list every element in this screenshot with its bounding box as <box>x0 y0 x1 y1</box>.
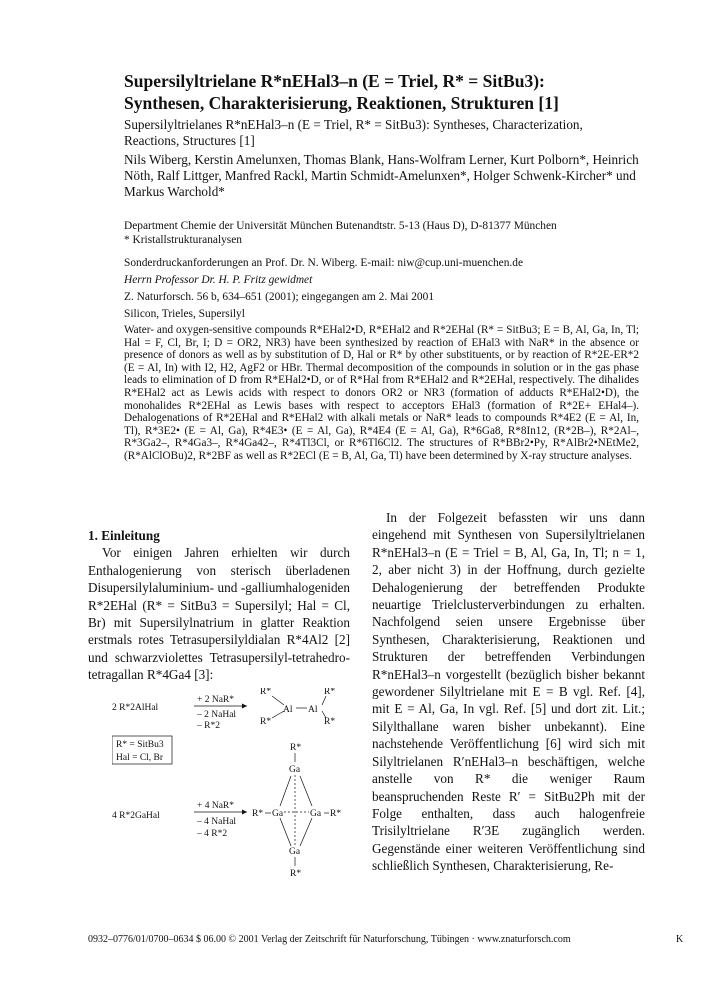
r2-reagent: + 4 NaR* <box>197 801 235 811</box>
abstract-text: Water- and oxygen-sensitive compounds R*EHal2•D, R*EHal2 and R*2EHal (R* = SitBu3; E = B, Al, Ga, In, Tl; Hal = F, Cl, Br, I; D = OR2, NR3) have been synthesized by reaction of EHal3 with NaR* in the absence or presence of donors as well as by substitution of D, Hal or R* by other substituents, or by reaction of R*2E-ER*2 (E = Al, In) with I2, H2, AgF2 or HBr. Thermal decomposition of the compounds in solution or in the gas phase leads to elimination of D from R*EHal2•D, or of R*Hal from R*EHal2 and R*2EHal, respectively. The dihalides R*EHal2 act as Lewis acids with respect to donors OR2 or NR3 (formation of adducts R*EHal2•D), the monohalides R*2EHal as Lewis bases with respect to acceptors EHal3 (formation of R*2E+ EHal4–). Dehalogenations of R*2EHal and R*EHal2 with alkali metals or NaR* leads to compounds R*4E2 (E = Al, In, Tl), R*3E2• (E = Al, Ga), R*4E3• (E = Al, Ga), R*4E4 (E = Al, Ga), R*6Ga8, R*8In12, (R*2B–), R*2Al–, R*3Ga2–, R*4Ga3–, R*4Ga42–, R*4Tl3Cl, or R*6Tl6Cl2. The structures of R*BBr2•Py, R*AlBr2•NEtMe2, (R*AlClOBu)2, R*2BF as well as R*2ECl (E = B, Al, Ga, Tl) have been determined by X-ray structure analyses. <box>124 324 639 462</box>
authors-text: Nils Wiberg, Kerstin Amelunxen, Thomas Blank, Hans-Wolfram Lerner, Kurt Polborn*, Heinrich Nöth, Ralf Littger, Manfred Rackl, Martin Schmidt-Amelunxen*, Holger Schwenk-Kircher* und Markus Warchold* <box>124 152 639 200</box>
affiliation-note: * Kristallstrukturanalysen <box>124 234 242 247</box>
r1-byproduct2: – R*2 <box>197 721 220 731</box>
right-column <box>372 509 645 875</box>
r1-rstar-br: R* <box>324 717 336 727</box>
r2-ga-right: Ga <box>310 809 322 819</box>
r2-ga-left: Ga <box>272 809 284 819</box>
r1-byproduct1: – 2 NaHal <box>197 710 237 720</box>
legend-line2: Hal = Cl, Br <box>116 753 164 763</box>
citation: Z. Naturforsch. 56 b, 634–651 (2001); eingegangen am 2. Mai 2001 <box>124 291 435 303</box>
affiliation-text: Department Chemie der Universität München Butenandtstr. 5-13 (Haus D), D-81377 München <box>124 220 557 232</box>
left-column <box>88 527 350 684</box>
r1-rstar-tl: R* <box>260 688 272 697</box>
r1-arrowhead <box>242 704 247 709</box>
reprint-request: Sonderdruckanforderungen an Prof. Dr. N. Wiberg. E-mail: niw@cup.uni-muenchen.de <box>124 257 523 269</box>
dedication: Herrn Professor Dr. H. P. Fritz gewidmet <box>124 274 313 286</box>
footer-copyright: 0932–0776/01/0700–0634 $ 06.00 © 2001 Verlag der Zeitschrift für Naturforschung, Tübingen · www.znaturforsch.com <box>88 934 571 945</box>
r2-byproduct1: – 4 NaHal <box>197 817 237 827</box>
r1-reactant: 2 R*2AlHal <box>112 703 159 713</box>
r2-byproduct2: – 4 R*2 <box>197 829 228 839</box>
r2-rstar-bottom: R* <box>290 869 302 879</box>
r1-al-left: Al <box>283 705 293 715</box>
footer-k: K <box>676 934 684 945</box>
r2-ga-bottom: Ga <box>289 847 301 857</box>
r2-rstar-left: R* <box>252 809 264 819</box>
subtitle-text: Supersilyltrielanes R*nEHal3–n (E = Triel, R* = SitBu3): Syntheses, Characterization, Reactions, Structures [1] <box>124 117 583 148</box>
author-list <box>124 152 644 201</box>
r1-rstar-bl: R* <box>260 717 272 727</box>
title-text: Supersilyltrielane R*nEHal3–n (E = Triel, R* = SitBu3): Synthesen, Charakterisierung, Reaktionen, Strukturen [1] <box>124 71 559 113</box>
r1-reagent: + 2 NaR* <box>197 695 235 705</box>
followup-paragraph: In der Folgezeit befassten wir uns dann eingehend mit Synthesen von Supersilyltrielanen R*nEHal3–n (E = Triel = B, Al, Ga, In, Tl; n = 1, 2, aber nicht 3) in der Hoffnung, durch gezielte Dehalogenierung der betreffenden Produkte neuartige Trielclusterverbindungen zu erhalten. Nachfolgend seien unsere Ergebnisse über Synthesen, Charakterisierung, Reaktionen und Strukturen der betreffenden Verbindungen R*nEHal3–n vorgestellt (bezüglich bisher bekannt gewordener Silyltrielane mit E = B vgl. Ref. [4], mit E = Al, Ga, In vgl. Ref. [5] und dort zit. Lit.; Silylthallane waren bisher unbekannt). Eine nachstehende Veröffentlichung [6] wird sich mit Silyltrielanen R′nEHal3–n beschäftigen, welche anstelle von R* die weniger Raum beanspruchenden Reste R′ = SitBu2Ph mit der Folge enthalten, dass auch halogenfreie Trisilyltrielane R′3E zugänglich werden. Gegenstände einer weiteren Veröffentlichung sind schließlich Synthesen, Charakterisierung, Re- <box>372 510 645 874</box>
r2-reactant: 4 R*2GaHal <box>112 811 160 821</box>
intro-paragraph: Vor einigen Jahren erhielten wir durch Enthalogenierung von sterisch überladenen Disupersilylaluminium- und -galliumhalogeniden R*2EHal (R* = SitBu3 = Supersilyl; Hal = Cl, Br) mit Supersilylnatrium in glatter Reaktion erstmals rotes Tetrasupersilyldialan R*4Al2 [2] und schwarzviolettes Tetrasupersilyl-tetrahedro-tetragallan R*4Ga4 [3]: <box>88 545 350 683</box>
english-subtitle <box>124 117 624 148</box>
legend-line1: R* = SitBu3 <box>116 740 164 750</box>
reaction-scheme <box>112 688 352 898</box>
section-heading: 1. Einleitung <box>88 528 160 543</box>
article-title <box>124 70 624 114</box>
r2-rstar-right: R* <box>330 809 342 819</box>
abstract <box>124 324 639 463</box>
r1-al-right: Al <box>308 705 318 715</box>
r2-ga-top: Ga <box>289 765 301 775</box>
keywords: Silicon, Trieles, Supersilyl <box>124 308 245 320</box>
scheme-svg <box>112 688 352 898</box>
r1-rstar-tr: R* <box>324 688 336 697</box>
affiliation <box>124 219 644 247</box>
r2-rstar-top: R* <box>290 743 302 753</box>
r2-arrowhead <box>242 810 247 815</box>
